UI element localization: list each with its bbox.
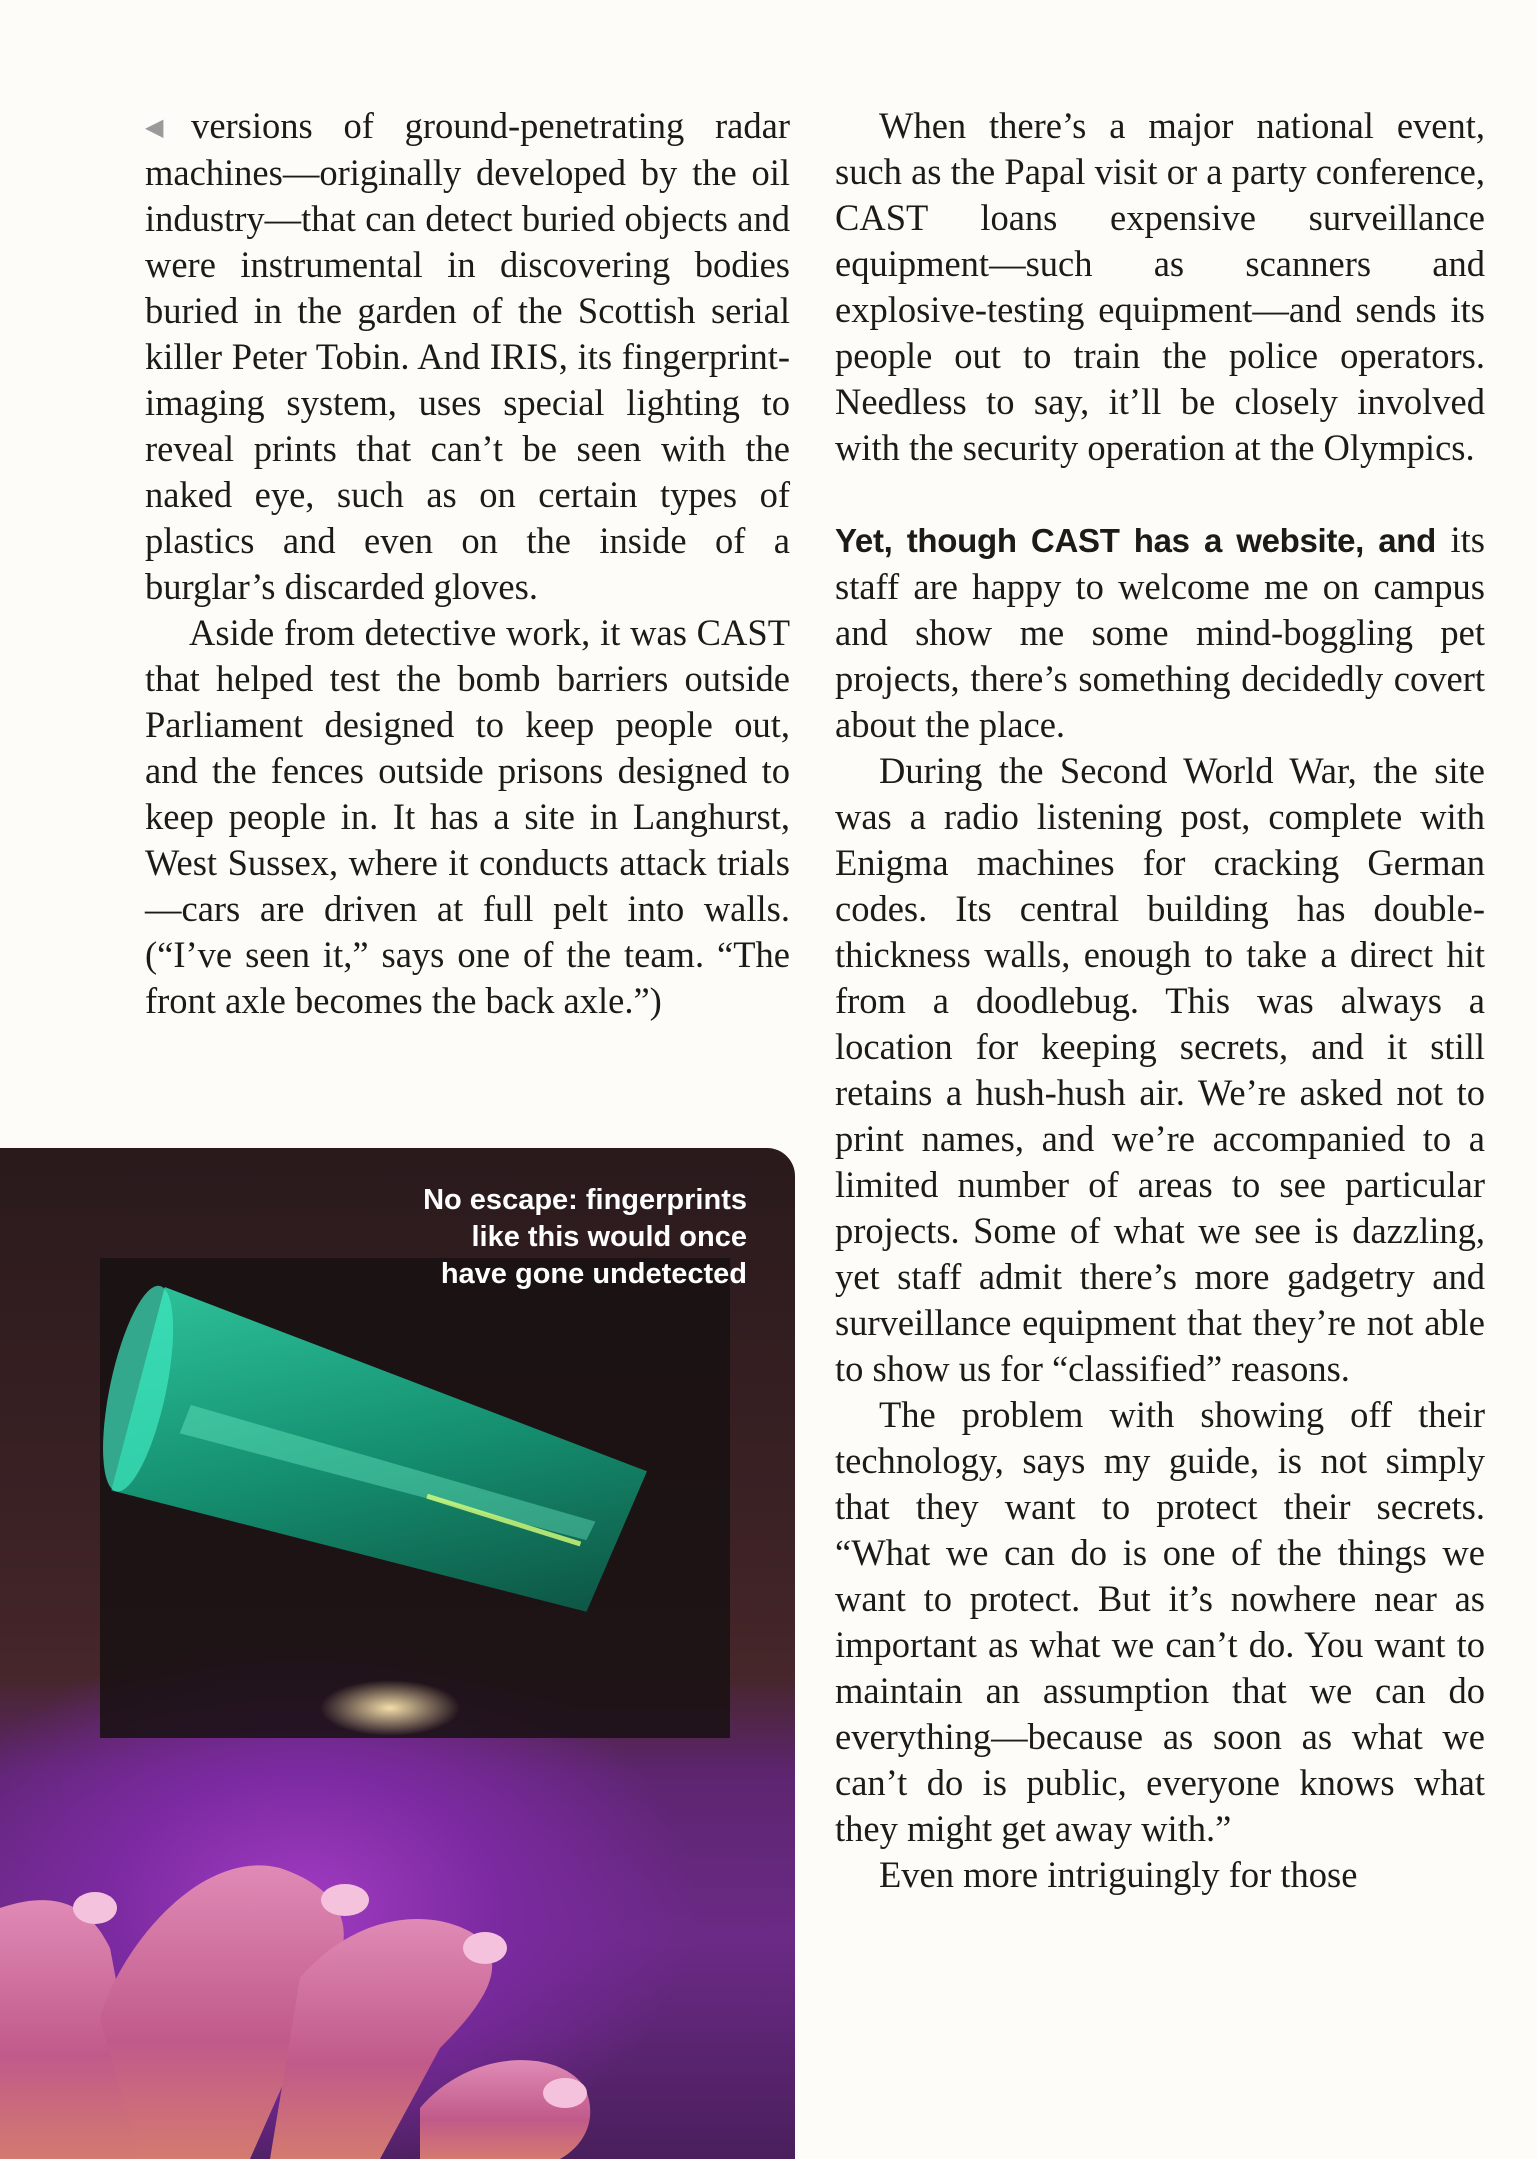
right-paragraph-4: The problem with showing off their technology, says my guide, is not simply that they want to protect their secrets. “What we can do is one of the things we want to protect. But it’s nowhere near as important as what we can’t do. You want to maintain an assumption that we can do everything—because as soon as what we can’t do is public, everyone knows what they might get away with.” [835,1394,1485,1849]
left-paragraph-1-text: versions of ground-penetrating radar machines—originally developed by the oil industry—that can detect buried objects and were instrumental in discovering bodies buried in the garden of the Scottish serial killer Peter Tobin. And IRIS, its fingerprint-imaging system, uses special lighting to reveal prints that can’t be seen with the naked eye, such as on certain types of plastics and even on the inside of a burglar’s discarded gloves. [145,105,790,607]
photo-caption [423,1182,747,1293]
fingerprint-photo [0,1148,795,2159]
right-paragraph-1: When there’s a major national event, such as the Papal visit or a party conference, CAST loans expensive surveillance equipment—such as scanners and explosive-testing equipment—and sends its people out to train the police operators. Needless to say, it’ll be closely involved with the security operation at the Olympics. [835,105,1485,468]
right-paragraph-5: Even more intriguingly for those [879,1854,1358,1895]
right-paragraph-2-text: its staff are happy to welcome me on campus and show me some mind-boggling pet projects, there’s something decidedly covert about the place. [835,519,1486,745]
left-paragraph-2: Aside from detective work, it was CAST that helped test the bomb barriers outside Parliament designed to keep people out, and the fences outside prisons designed to keep people in. It has a site in Langhurst, West Sussex, where it conducts attack trials—cars are driven at full pelt into walls. (“I’ve seen it,” says one of the team. “The front axle becomes the back axle.”) [145,612,790,1021]
right-paragraph-2 [835,517,1485,748]
right-column [835,103,1485,1898]
continuation-arrow-icon: ◀ [145,113,186,141]
left-column [145,103,790,1024]
left-paragraph-1 [145,103,790,610]
caption-line-3: have gone undetected [440,1258,747,1290]
light-source [320,1680,460,1736]
caption-line-2: like this would once [471,1221,747,1253]
section-lead-in: Yet, though CAST has a website, and [835,522,1437,559]
hand-shape [0,1865,590,2159]
caption-line-1: No escape: fingerprints [423,1184,747,1216]
photo-illustration [0,1148,795,2159]
right-paragraph-3: During the Second World War, the site was a radio listening post, complete with Enigma machines for cracking German codes. Its central building has double-thickness walls, enough to take a direct hit from a doodlebug. This was always a location for keeping secrets, and it still retains a hush-hush air. We’re asked not to print names, and we’re accompanied to a limited number of areas to see particular projects. Some of what we see is dazzling, yet staff admit there’s more gadgetry and surveillance equipment that they’re not able to show us for “classified” reasons. [835,750,1485,1389]
